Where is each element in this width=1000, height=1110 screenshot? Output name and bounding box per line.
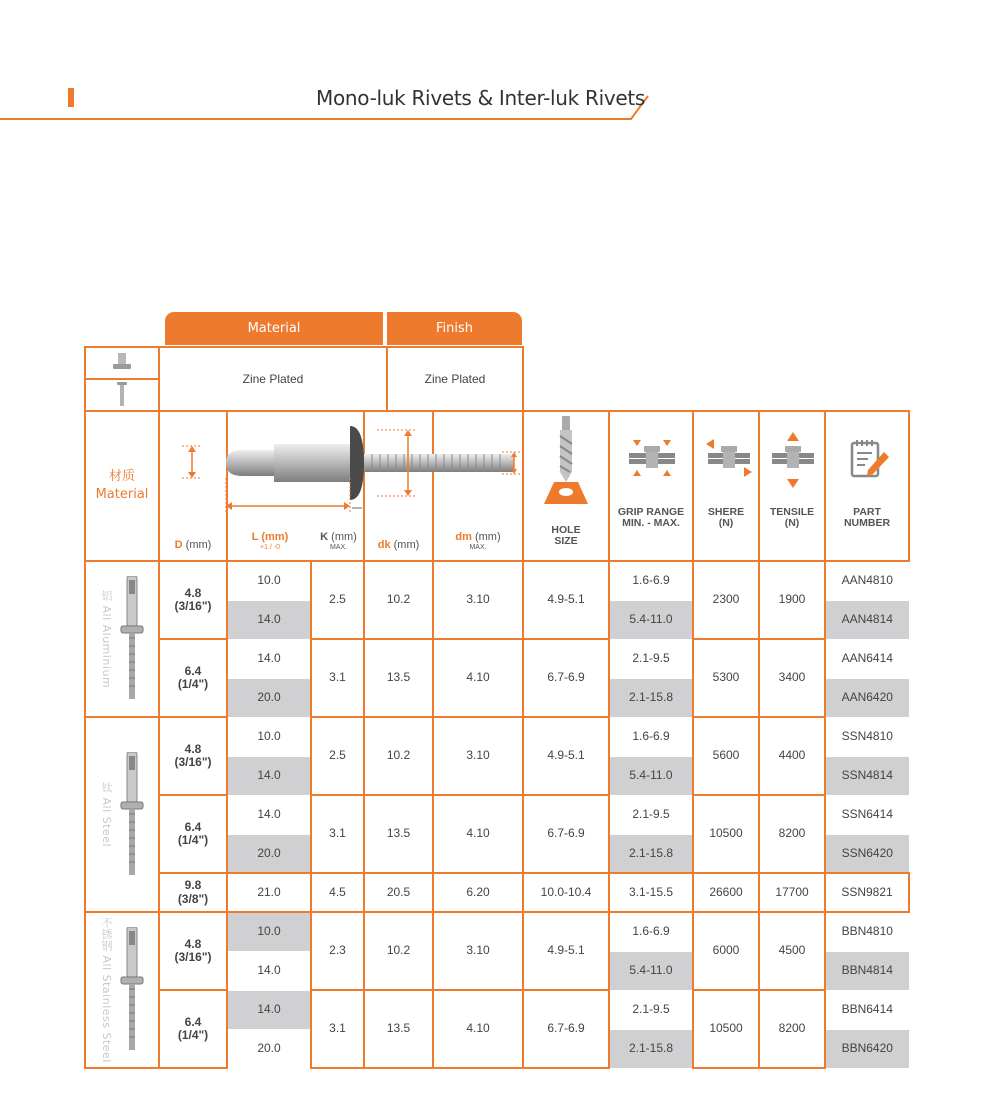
part-number-cell: SSN4810 — [825, 717, 909, 756]
col-k-max: MAX. — [329, 543, 348, 551]
page-title: Mono-luk Rivets & Inter-luk Rivets — [316, 86, 646, 110]
col-grip-line1: GRIP RANGE — [617, 505, 685, 518]
rivet-head-icon-cell — [85, 347, 159, 379]
col-hole-line2: SIZE — [554, 535, 578, 548]
rivet-image — [120, 927, 144, 1053]
shere-cell: 10500 — [693, 990, 759, 1068]
col-dm-max: MAX. — [469, 543, 487, 551]
dk-cell: 13.5 — [364, 990, 433, 1068]
tensile-cell: 4500 — [759, 912, 825, 990]
k-cell: 3.1 — [311, 990, 364, 1068]
dk-cell: 10.2 — [364, 561, 433, 639]
grip-range-cell: 3.1-15.5 — [609, 873, 693, 912]
hole-size-cell: 6.7-6.9 — [523, 795, 609, 873]
grip-range-cell: 2.1-9.5 — [609, 990, 693, 1029]
col-d-name: D — [174, 539, 183, 552]
diameter-cell: 4.8 (3/16") — [159, 912, 227, 990]
grip-range-cell: 2.1-9.5 — [609, 639, 693, 678]
diameter-cell: 6.4 (1/4") — [159, 795, 227, 873]
length-cell: 10.0 — [227, 561, 311, 600]
diameter-cell: 4.8 (3/16") — [159, 717, 227, 795]
rivet-image — [120, 752, 144, 878]
col-hole-header — [523, 411, 609, 561]
part-number-cell: SSN6414 — [825, 795, 909, 834]
col-part-line1: PART — [853, 505, 881, 518]
table-row — [85, 912, 909, 951]
tab-finish: Finish — [387, 312, 522, 345]
table-row — [85, 639, 909, 678]
hole-size-cell: 4.9-5.1 — [523, 561, 609, 639]
tensile-cell: 3400 — [759, 639, 825, 717]
grip-range-cell: 2.1-15.8 — [609, 834, 693, 873]
k-cell: 2.5 — [311, 717, 364, 795]
col-tensile-header — [759, 411, 825, 561]
rivet-image — [120, 576, 144, 702]
header-rule — [0, 0, 1000, 130]
length-cell: 10.0 — [227, 717, 311, 756]
dk-cell: 10.2 — [364, 717, 433, 795]
length-cell: 14.0 — [227, 600, 311, 639]
spec-table — [84, 346, 524, 412]
k-cell: 3.1 — [311, 639, 364, 717]
shere-cell: 10500 — [693, 795, 759, 873]
col-part-line2: NUMBER — [843, 517, 891, 530]
table-row — [85, 561, 909, 600]
group-aluminium — [85, 561, 159, 717]
grip-range-cell: 5.4-11.0 — [609, 756, 693, 795]
edit-notepad-icon — [850, 438, 890, 478]
diameter-cell: 6.4 (1/4") — [159, 990, 227, 1068]
col-dm-name: dm — [455, 531, 472, 544]
col-k-name: K — [320, 531, 329, 544]
col-dk-name: dk — [377, 539, 391, 552]
dm-cell: 6.20 — [433, 873, 523, 912]
col-l-name: L (mm) — [251, 531, 289, 544]
group-label: 铝 All Aluminium — [100, 589, 114, 689]
table-row — [85, 873, 909, 912]
diameter-cell: 4.8 (3/16") — [159, 561, 227, 639]
grip-range-cell: 5.4-11.0 — [609, 951, 693, 990]
mandrel-icon-cell — [85, 379, 159, 411]
col-tensile-line1: TENSILE — [769, 505, 815, 518]
k-cell: 2.3 — [311, 912, 364, 990]
part-number-cell: SSN6420 — [825, 834, 909, 873]
rivet-head-icon — [110, 351, 134, 373]
dm-cell: 4.10 — [433, 990, 523, 1068]
tensile-cell: 1900 — [759, 561, 825, 639]
length-cell: 21.0 — [227, 873, 311, 912]
col-shere-header — [693, 411, 759, 561]
grip-range-cell: 1.6-6.9 — [609, 561, 693, 600]
dm-cell: 3.10 — [433, 561, 523, 639]
k-cell: 4.5 — [311, 873, 364, 912]
part-number-cell: BBN4810 — [825, 912, 909, 951]
col-hole-line1: HOLE — [551, 523, 581, 536]
table-row — [85, 717, 909, 756]
col-d-header — [159, 411, 227, 561]
col-dk-unit: (mm) — [393, 539, 420, 552]
dk-cell: 20.5 — [364, 873, 433, 912]
col-tensile-line2: (N) — [784, 517, 800, 530]
part-number-cell: AAN4810 — [825, 561, 909, 600]
material-label-cn: 材质 — [108, 469, 135, 485]
part-number-cell: AAN4814 — [825, 600, 909, 639]
col-shere-line1: SHERE — [707, 505, 745, 518]
grip-range-icon — [629, 438, 675, 478]
part-number-cell: SSN9821 — [825, 873, 909, 912]
dk-cell: 10.2 — [364, 912, 433, 990]
shere-cell: 6000 — [693, 912, 759, 990]
hole-size-cell: 4.9-5.1 — [523, 717, 609, 795]
dm-cell: 3.10 — [433, 912, 523, 990]
group-label: 钛 All Steel — [100, 781, 114, 848]
header-accent-bar — [68, 88, 74, 107]
part-number-cell: AAN6414 — [825, 639, 909, 678]
hole-size-cell: 6.7-6.9 — [523, 990, 609, 1068]
dk-cell: 13.5 — [364, 639, 433, 717]
length-cell: 14.0 — [227, 795, 311, 834]
grip-range-cell: 2.1-9.5 — [609, 795, 693, 834]
col-grip-line2: MIN. - MAX. — [622, 517, 680, 530]
length-cell: 20.0 — [227, 678, 311, 717]
part-number-cell: AAN6420 — [825, 678, 909, 717]
shere-cell: 2300 — [693, 561, 759, 639]
dm-cell: 4.10 — [433, 795, 523, 873]
table-row — [85, 990, 909, 1029]
col-d-unit: (mm) — [185, 539, 212, 552]
dk-cell: 13.5 — [364, 795, 433, 873]
dm-cell: 4.10 — [433, 639, 523, 717]
tensile-cell: 17700 — [759, 873, 825, 912]
group-steel — [85, 717, 159, 912]
hole-size-cell: 4.9-5.1 — [523, 912, 609, 990]
grip-range-cell: 2.1-15.8 — [609, 1029, 693, 1068]
material-value: Zine Plated — [159, 347, 387, 411]
k-cell: 3.1 — [311, 795, 364, 873]
tensile-cell: 8200 — [759, 990, 825, 1068]
rivet-dimension-diagram — [222, 416, 522, 526]
dm-cell: 3.10 — [433, 717, 523, 795]
length-cell: 14.0 — [227, 756, 311, 795]
grip-range-cell: 1.6-6.9 — [609, 912, 693, 951]
length-cell: 14.0 — [227, 639, 311, 678]
diameter-cell: 9.8 (3/8") — [159, 873, 227, 912]
length-cell: 20.0 — [227, 834, 311, 873]
material-label-en: Material — [95, 487, 149, 502]
tab-material: Material — [165, 312, 383, 345]
material-label-cell — [85, 411, 159, 561]
group-stainless — [85, 912, 159, 1068]
part-number-cell: BBN6420 — [825, 1029, 909, 1068]
shear-icon — [704, 438, 754, 478]
grip-range-cell: 1.6-6.9 — [609, 717, 693, 756]
col-part-header — [825, 411, 909, 561]
tensile-cell: 8200 — [759, 795, 825, 873]
k-cell: 2.5 — [311, 561, 364, 639]
tensile-cell: 4400 — [759, 717, 825, 795]
part-number-cell: BBN4814 — [825, 951, 909, 990]
col-grip-header — [609, 411, 693, 561]
length-cell: 10.0 — [227, 912, 311, 951]
diameter-cell: 6.4 (1/4") — [159, 639, 227, 717]
part-number-cell: BBN6414 — [825, 990, 909, 1029]
mandrel-icon — [114, 381, 130, 407]
grip-range-cell: 5.4-11.0 — [609, 600, 693, 639]
tensile-icon — [770, 432, 816, 490]
shere-cell: 5600 — [693, 717, 759, 795]
hole-size-cell: 10.0-10.4 — [523, 873, 609, 912]
part-number-cell: SSN4814 — [825, 756, 909, 795]
col-shere-line2: (N) — [718, 517, 734, 530]
length-cell: 14.0 — [227, 951, 311, 990]
col-dm-unit: (mm) — [474, 531, 501, 544]
col-l-tolerance: +1 / -0 — [259, 543, 281, 551]
shere-cell: 5300 — [693, 639, 759, 717]
group-label: 不锈钢 All Stainless Steel — [100, 917, 114, 1063]
length-cell: 14.0 — [227, 990, 311, 1029]
d-dimension-icon — [182, 444, 202, 484]
finish-value: Zine Plated — [387, 347, 523, 411]
hole-size-cell: 6.7-6.9 — [523, 639, 609, 717]
shere-cell: 26600 — [693, 873, 759, 912]
length-cell: 20.0 — [227, 1029, 311, 1068]
table-row — [85, 795, 909, 834]
drill-icon — [538, 416, 594, 504]
col-k-unit: (mm) — [331, 531, 357, 544]
grip-range-cell: 2.1-15.8 — [609, 678, 693, 717]
